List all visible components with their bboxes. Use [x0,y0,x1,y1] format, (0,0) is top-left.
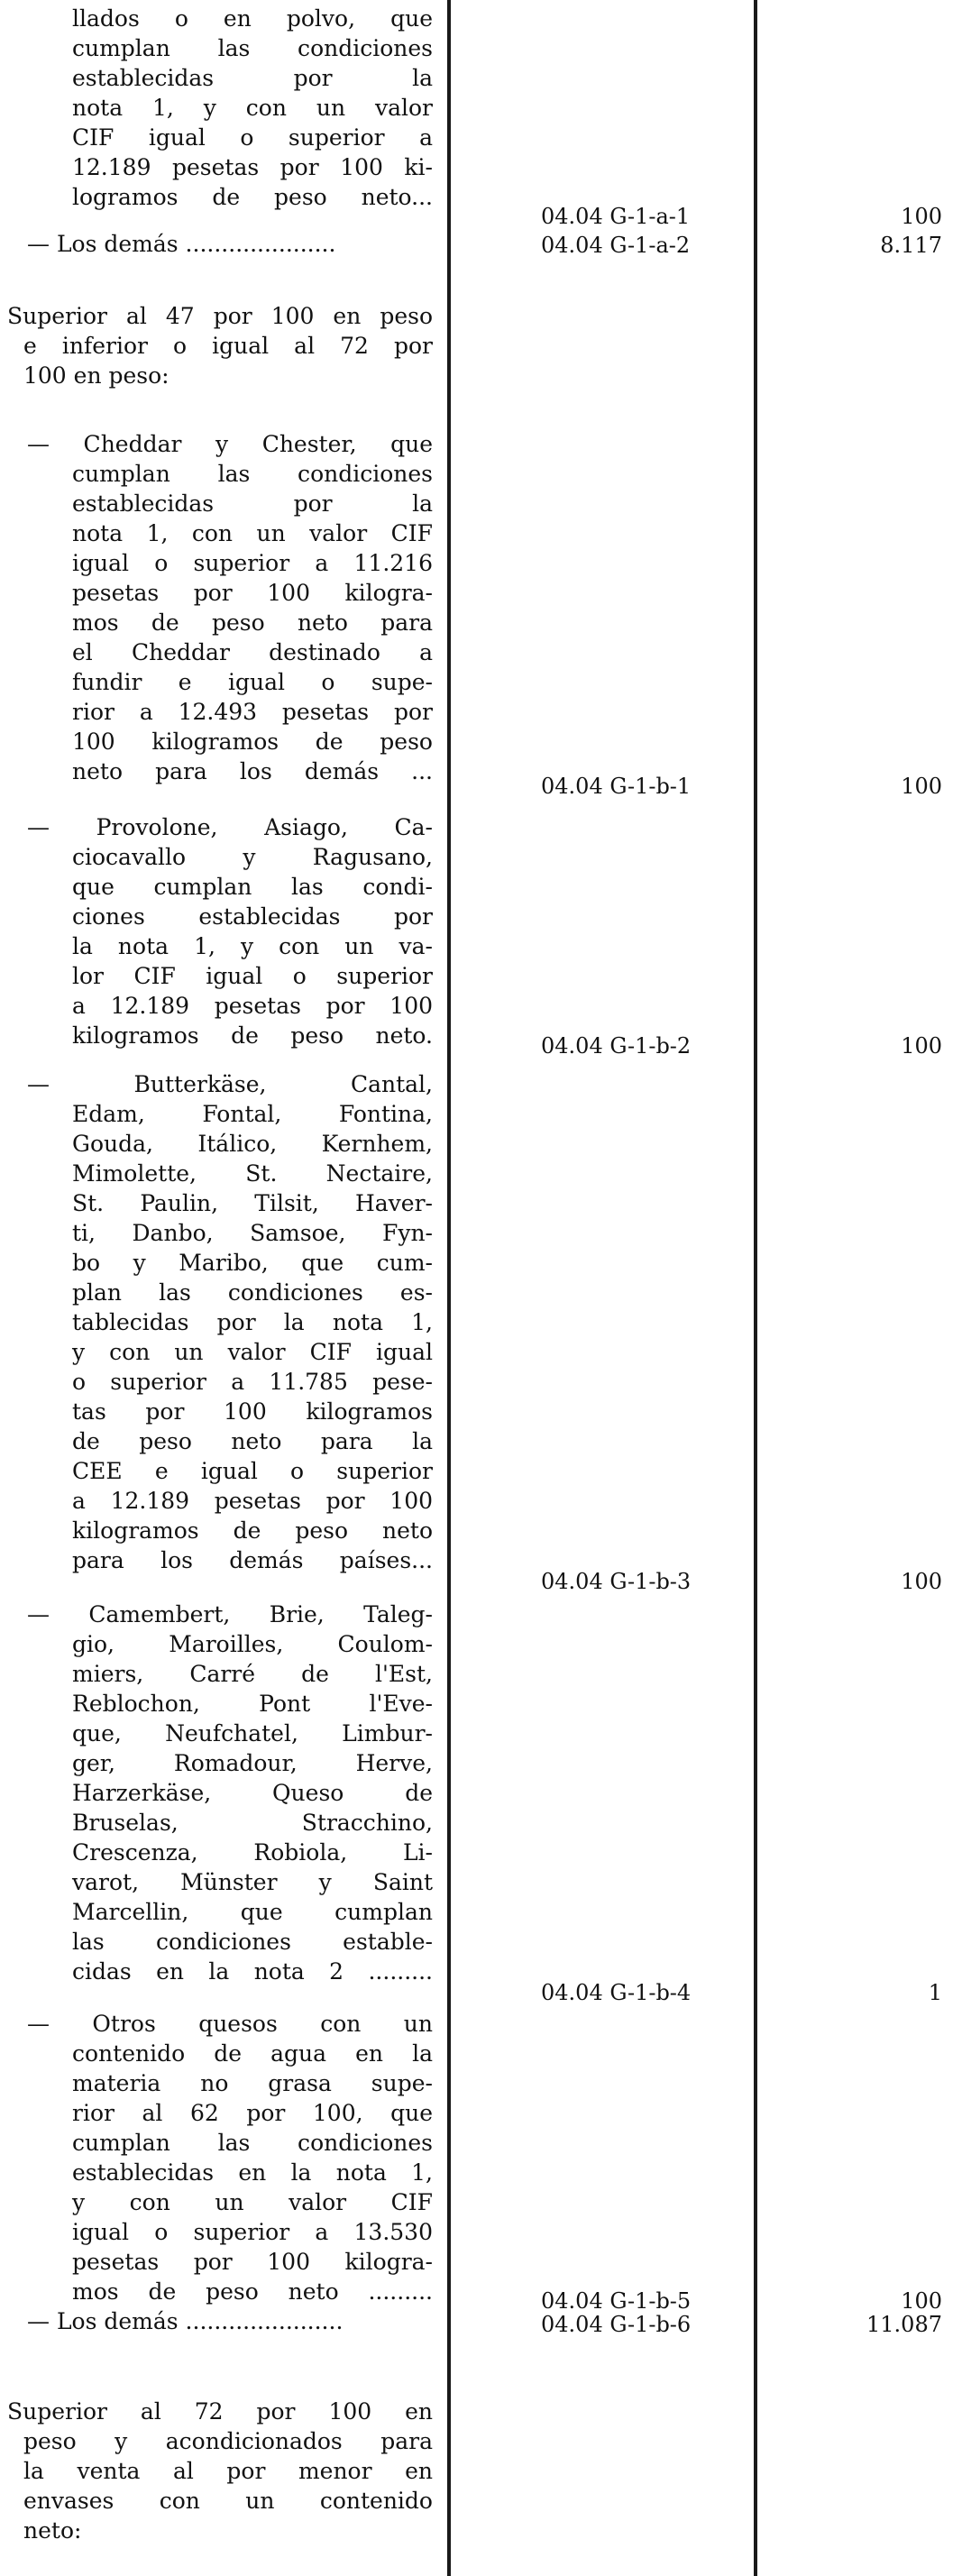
entry-line: llados o en polvo, que [72,5,433,32]
section-heading-line: Superior al 47 por 100 en peso [7,303,433,329]
tariff-code: 04.04 G-1-b-4 [541,1980,692,2005]
entry-line: Marcellin, que cumplan [72,1899,433,1925]
entry-line: neto para los demás ... [72,758,433,784]
entry-line: y con un valor CIF [72,2189,433,2215]
entry-line: 100 kilogramos de peso [72,729,433,755]
entry-line: contenido de agua en la [72,2040,433,2067]
duty-value: 100 [901,774,942,799]
entry-line: las condiciones estable- [72,1929,433,1955]
entry-line: establecidas por la [72,65,433,91]
entry-line: lor CIF igual o superior [72,963,433,989]
column-rule-left [447,0,451,2576]
duty-value: 100 [901,1033,942,1059]
entry-line: la nota 1, y con un va- [72,933,433,959]
entry-line: el Cheddar destinado a [72,639,433,665]
entry-line: mos de peso neto ......... [72,2278,433,2305]
entry-line: Bruselas, Stracchino, [72,1810,433,1836]
entry-line: Gouda, Itálico, Kernhem, [72,1131,433,1157]
entry-line: — Butterkäse, Cantal, [27,1071,433,1097]
entry-line: que, Neufchatel, Limbur- [72,1720,433,1746]
entry-line: miers, Carré de l'Est, [72,1661,433,1687]
entry-line: igual o superior a 13.530 [72,2219,433,2245]
entry-line: — Camembert, Brie, Taleg- [27,1601,433,1627]
entry-line: Crescenza, Robiola, Li- [72,1839,433,1866]
tariff-code: 04.04 G-1-b-6 [541,2312,692,2337]
entry-line: St. Paulin, Tilsit, Haver- [72,1190,433,1216]
entry-line: varot, Münster y Saint [72,1869,433,1895]
entry-line: logramos de peso neto... [72,184,433,210]
duty-value: 100 [901,2288,942,2314]
entry-line: ti, Danbo, Samsoe, Fyn- [72,1220,433,1246]
entry-line: 12.189 pesetas por 100 ki- [72,154,433,180]
entry-line: plan las condiciones es- [72,1279,433,1306]
entry-line: materia no grasa supe- [72,2070,433,2096]
entry-line: — Los demás ..................... [27,231,336,257]
entry-line: a 12.189 pesetas por 100 [72,993,433,1019]
entry-line: de peso neto para la [72,1428,433,1454]
entry-line: cumplan las condiciones [72,461,433,487]
entry-line: ger, Romadour, Herve, [72,1750,433,1776]
duty-value: 8.117 [880,233,942,258]
tariff-code: 04.04 G-1-a-2 [541,233,691,258]
entry-line: gio, Maroilles, Coulom- [72,1631,433,1657]
column-rule-right [754,0,757,2576]
section-heading-line: neto: [23,2517,82,2544]
entry-line: Harzerkäse, Queso de [72,1780,433,1806]
entry-line: tablecidas por la nota 1, [72,1309,433,1335]
entry-line: kilogramos de peso neto. [72,1022,433,1049]
entry-line: nota 1, con un valor CIF [72,520,433,546]
entry-line: kilogramos de peso neto [72,1517,433,1544]
entry-line: establecidas en la nota 1, [72,2159,433,2186]
entry-line: que cumplan las condi- [72,874,433,900]
entry-line: — Cheddar y Chester, que [27,431,433,457]
entry-line: para los demás países... [72,1547,433,1573]
entry-line: pesetas por 100 kilogra- [72,580,433,606]
entry-line: Edam, Fontal, Fontina, [72,1101,433,1127]
entry-line: pesetas por 100 kilogra- [72,2249,433,2275]
entry-line: cidas en la nota 2 ......... [72,1958,433,1985]
entry-line: — Los demás ...................... [27,2308,344,2334]
entry-line: Mimolette, St. Nectaire, [72,1160,433,1187]
entry-line: cumplan las condiciones [72,2130,433,2156]
entry-line: Reblochon, Pont l'Eve- [72,1691,433,1717]
entry-line: y con un valor CIF igual [72,1339,433,1365]
entry-line: cumplan las condiciones [72,35,433,61]
section-heading-line: e inferior o igual al 72 por [23,333,433,359]
entry-line: ciocavallo y Ragusano, [72,844,433,870]
entry-line: CEE e igual o superior [72,1458,433,1484]
entry-line: rior a 12.493 pesetas por [72,699,433,725]
section-heading-line: Superior al 72 por 100 en [7,2398,433,2425]
section-heading-line: peso y acondicionados para [23,2428,433,2454]
section-heading-line: la venta al por menor en [23,2458,433,2484]
duty-value: 100 [901,1569,942,1594]
tariff-code: 04.04 G-1-b-1 [541,774,692,799]
entry-line: nota 1, y con un valor [72,95,433,121]
tariff-code: 04.04 G-1-a-1 [541,204,691,229]
entry-line: establecidas por la [72,490,433,517]
entry-line: rior al 62 por 100, que [72,2100,433,2126]
entry-line: ciones establecidas por [72,903,433,930]
tariff-code: 04.04 G-1-b-3 [541,1569,692,1594]
tariff-code: 04.04 G-1-b-2 [541,1033,692,1059]
entry-line: — Provolone, Asiago, Ca- [27,814,433,840]
entry-line: — Otros quesos con un [27,2011,433,2037]
entry-line: o superior a 11.785 pese- [72,1369,433,1395]
entry-line: a 12.189 pesetas por 100 [72,1488,433,1514]
duty-value: 11.087 [866,2312,942,2337]
entry-line: fundir e igual o supe- [72,669,433,695]
duty-value: 100 [901,204,942,229]
tariff-code: 04.04 G-1-b-5 [541,2288,692,2314]
entry-line: CIF igual o superior a [72,124,433,151]
entry-line: bo y Maribo, que cum- [72,1250,433,1276]
entry-line: mos de peso neto para [72,610,433,636]
section-heading-line: envases con un contenido [23,2488,433,2514]
duty-value: 1 [928,1980,942,2005]
entry-line: igual o superior a 11.216 [72,550,433,576]
entry-line: tas por 100 kilogramos [72,1398,433,1425]
section-heading-line: 100 en peso: [23,362,169,389]
